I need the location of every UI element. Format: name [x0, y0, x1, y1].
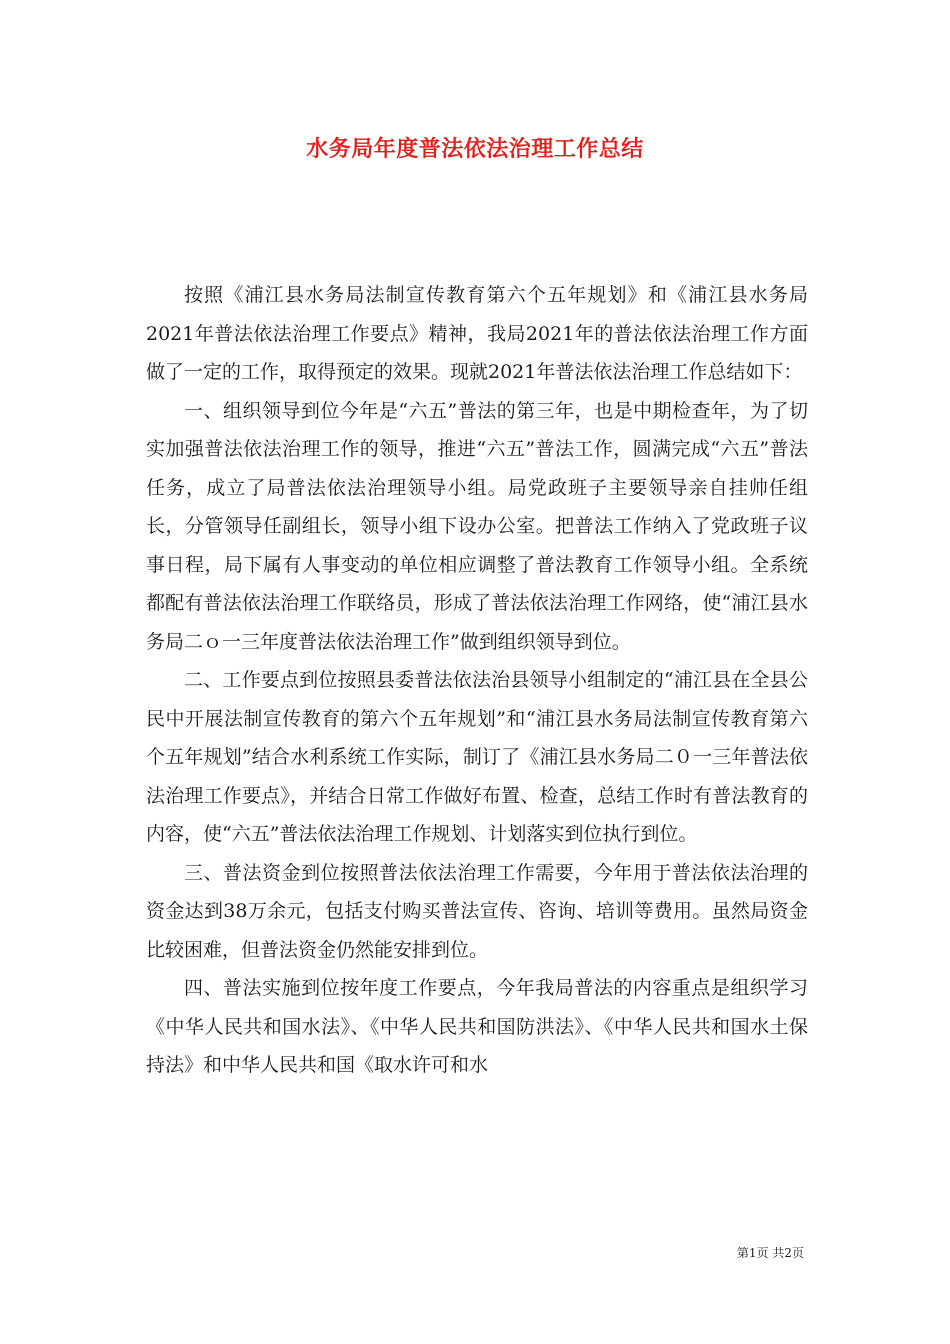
document-title: 水务局年度普法依法治理工作总结	[306, 136, 644, 162]
footer-current-page: 1	[748, 1246, 757, 1260]
page-number-footer	[737, 1245, 804, 1261]
document-body	[146, 276, 808, 1085]
footer-suffix: 页	[791, 1246, 804, 1260]
paragraph-section-2: 二、工作要点到位按照县委普法依法治县领导小组制定的“浦江县在全县公民中开展法制宣传教育的第六个五年规划”和“浦江县水务局法制宣传教育第六个五年规划”结合水利系统工作实际，制订了《浦江县水务局二０一三年普法依法治理工作要点》，并结合日常工作做好布置、检查，总结工作时有普法教育的内容，使“六五”普法依法治理工作规划、计划落实到位执行到位。	[146, 669, 808, 845]
paragraph-section-4: 四、普法实施到位按年度工作要点，今年我局普法的内容重点是组织学习《中华人民共和国水法》、《中华人民共和国防洪法》、《中华人民共和国水土保持法》和中华人民共和国《取水许可和水	[146, 977, 808, 1076]
footer-total-pages: 2	[784, 1246, 792, 1260]
paragraph-intro: 按照《浦江县水务局法制宣传教育第六个五年规划》和《浦江县水务局2021年普法依法治理工作要点》精神，我局2021年的普法依法治理工作方面做了一定的工作，取得预定的效果。现就2021年普法依法治理工作总结如下：	[146, 284, 808, 383]
paragraph-section-1: 一、组织领导到位今年是“六五”普法的第三年，也是中期检查年，为了切实加强普法依法治理工作的领导，推进“六五”普法工作，圆满完成“六五”普法任务，成立了局普法依法治理领导小组。局党政班子主要领导亲自挂帅任组长，分管领导任副组长，领导小组下设办公室。把普法工作纳入了党政班子议事日程，局下属有人事变动的单位相应调整了普法教育工作领导小组。全系统都配有普法依法治理工作联络员，形成了普法依法治理工作网络，使“浦江县水务局二ｏ一三年度普法依法治理工作”做到组织领导到位。	[146, 399, 808, 653]
footer-middle: 页 共	[756, 1246, 785, 1260]
paragraph-section-3: 三、普法资金到位按照普法依法治理工作需要，今年用于普法依法治理的资金达到38万余元，包括支付购买普法宣传、咨询、培训等费用。虽然局资金比较困难，但普法资金仍然能安排到位。	[146, 861, 808, 961]
footer-prefix: 第	[736, 1246, 749, 1260]
